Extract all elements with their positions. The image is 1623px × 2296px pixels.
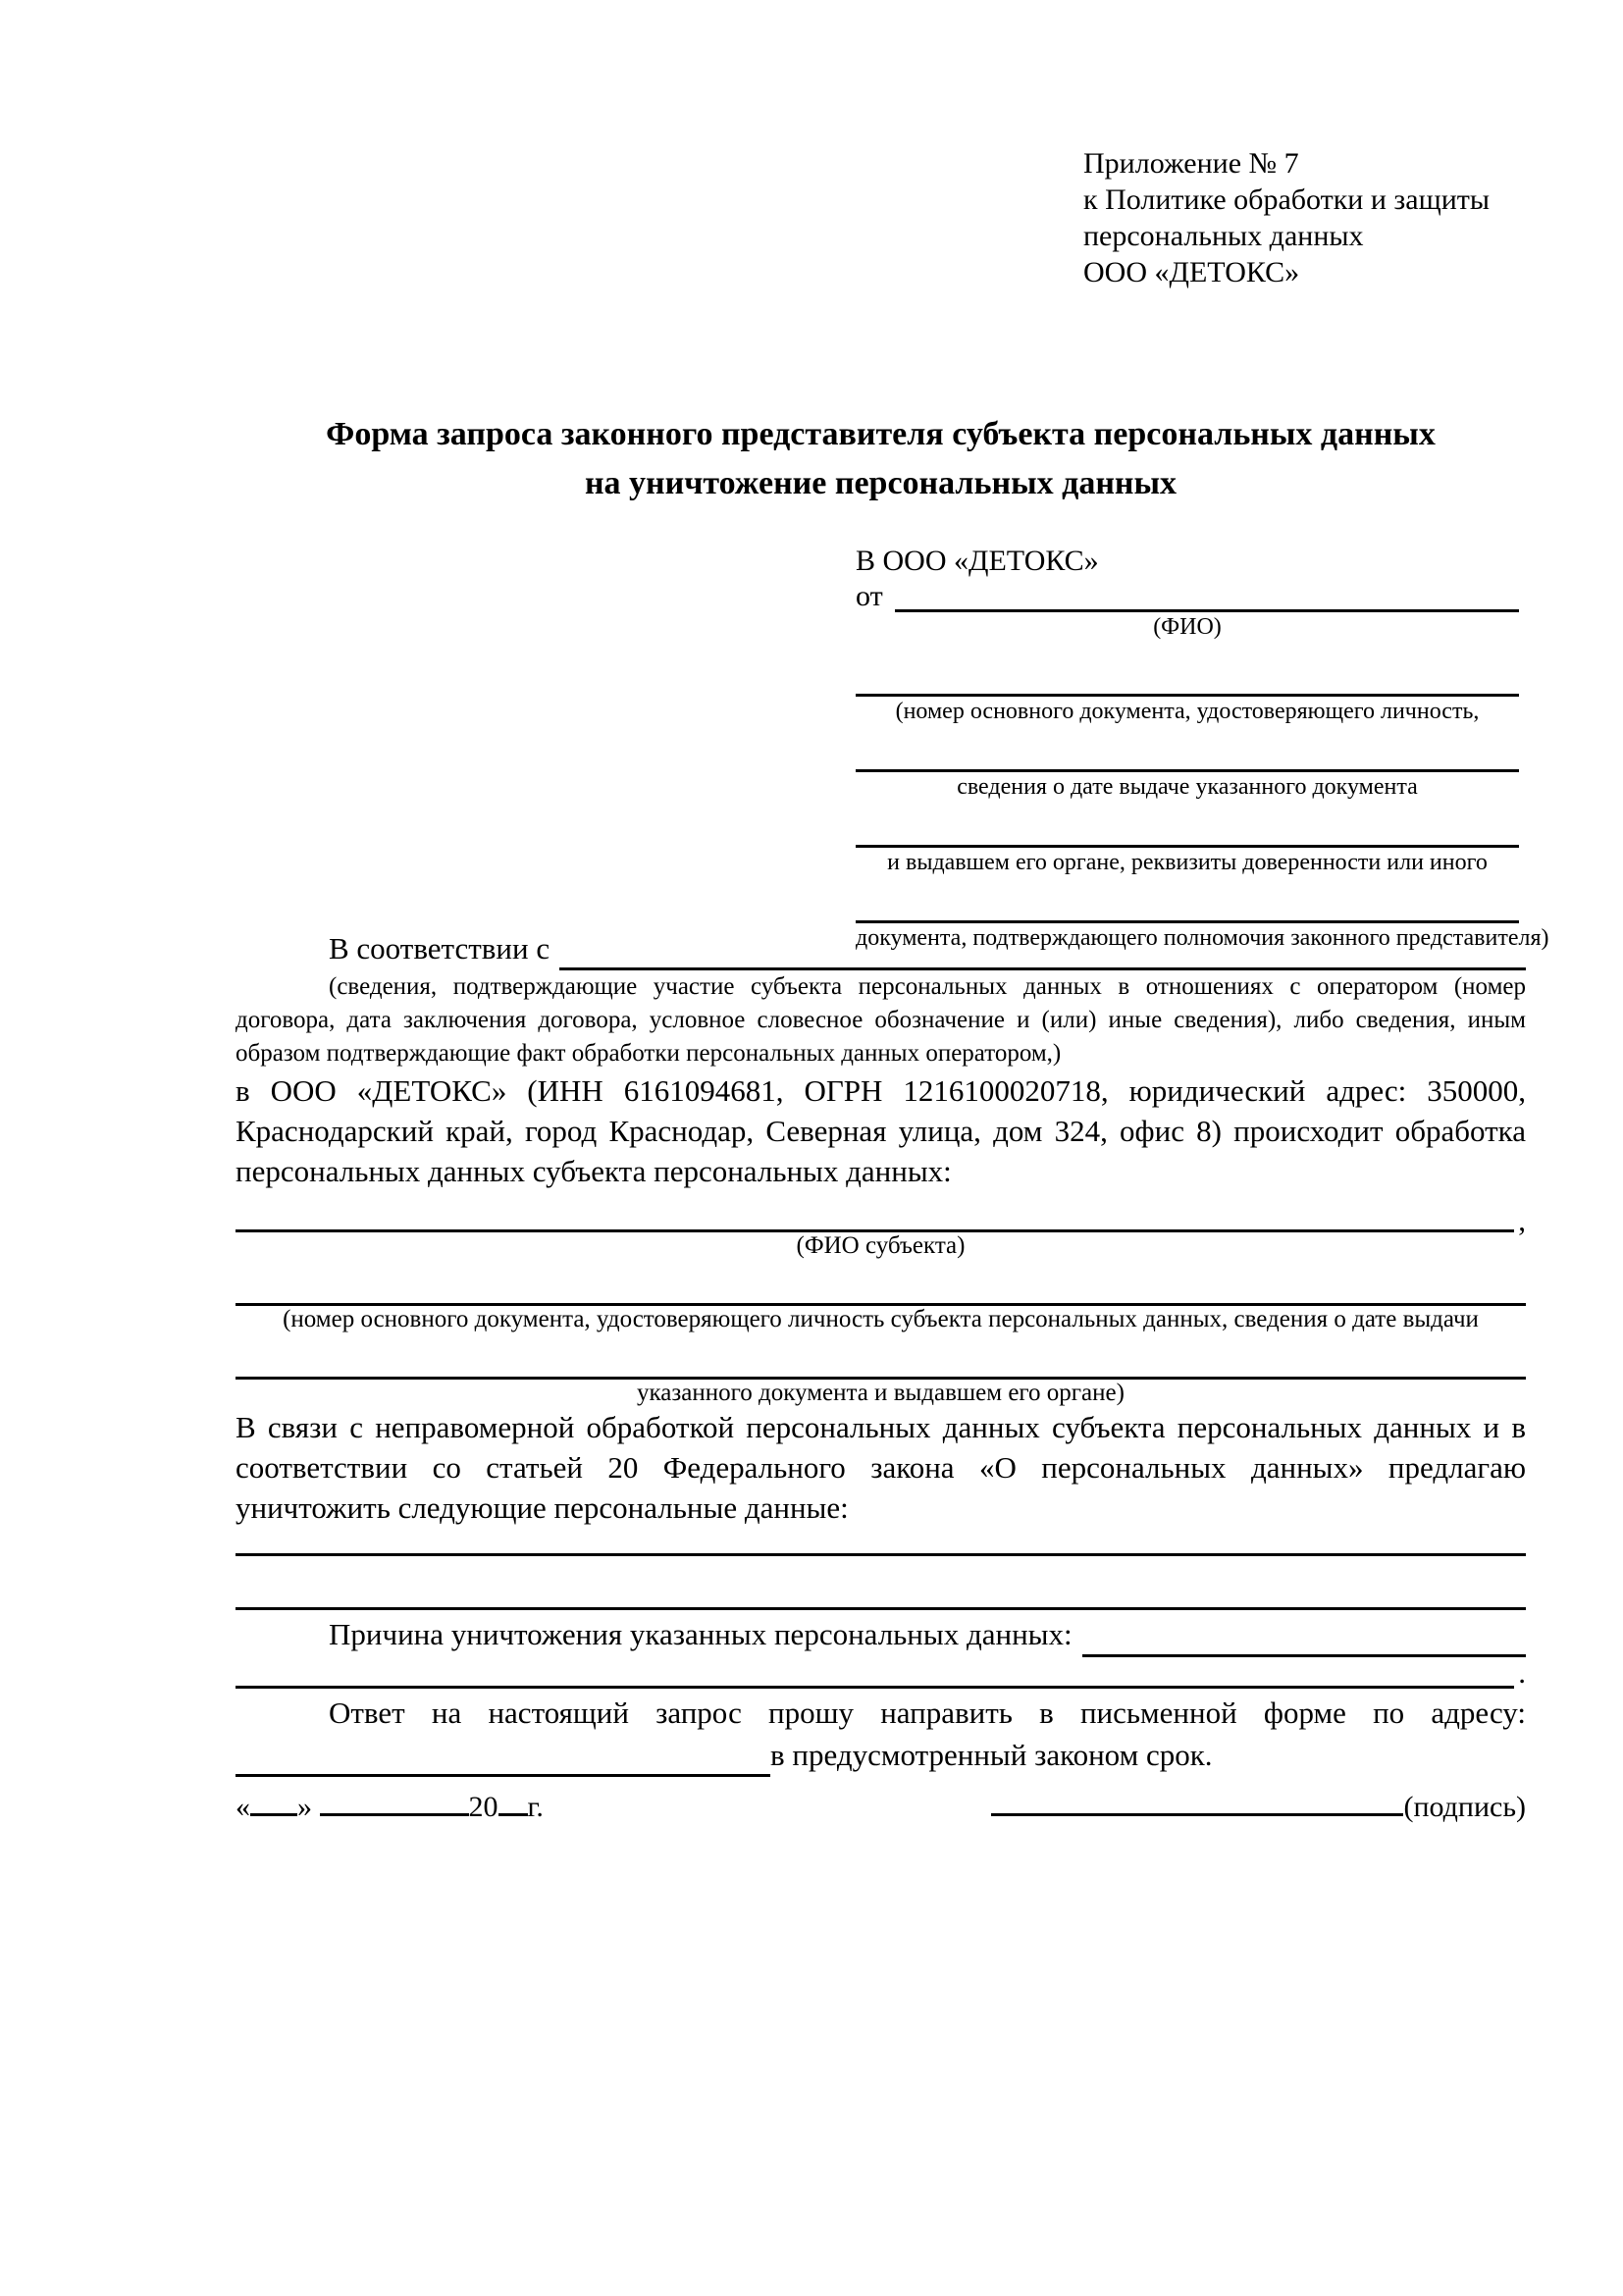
answer-tail: в предусмотренный законом срок. (770, 1738, 1213, 1772)
year-suffix: г. (527, 1791, 544, 1823)
appendix-line: к Политике обработки и защиты (1083, 183, 1491, 216)
addressee-org: В ООО «ДЕТОКС» (856, 545, 1099, 577)
date-group (236, 1788, 544, 1827)
reason-period: . (1518, 1655, 1526, 1690)
addressee-block (856, 542, 1549, 953)
reason-input-line-2[interactable] (236, 1686, 1514, 1689)
form-title-line-2: на уничтожение персональных данных (584, 465, 1178, 501)
request-paragraph: В связи с неправомерной обработкой персональных данных субъекта персональных данных и в соответствии со статьей 20 Федерального закона «О персональных данных» предлагаю уничтожить следующие персональные данные: (236, 1410, 1526, 1525)
accordance-note: (сведения, подтверждающие участие субъекта персональных данных в отношениях с оператором (номер договора, дата заключения договора, условное словесное обозначение и (или) иные сведения), либо сведения, иным образом подтверждающие факт обработки персональных данных оператором,) (236, 973, 1526, 1067)
subject-fio-row (236, 1203, 1526, 1237)
quote-open: « (236, 1791, 250, 1823)
reason-row (236, 1612, 1526, 1657)
fio-caption: (ФИО) (1153, 614, 1222, 640)
signature-line[interactable] (991, 1791, 1403, 1816)
address-input-line[interactable] (236, 1774, 770, 1777)
representative-doc-caption-1: (номер основного документа, удостоверяющего личность, (895, 699, 1480, 724)
subject-fio-comma: , (1518, 1203, 1526, 1237)
appendix-line: ООО «ДЕТОКС» (1083, 256, 1300, 288)
from-row (856, 581, 1519, 612)
operator-paragraph: в ООО «ДЕТОКС» (ИНН 6161094681, ОГРН 1216100020718, юридический адрес: 350000, Краснодарский край, город Краснодар, Северная улица, дом 324, офис 8) происходит обработка персональных данных субъекта персональных данных: (236, 1073, 1526, 1188)
subject-doc-caption-2: указанного документа и выдавшем его органе) (637, 1380, 1125, 1406)
appendix-line: персональных данных (1083, 220, 1364, 252)
subject-doc-caption-1: (номер основного документа, удостоверяющего личность субъекта персональных данных, сведения о дате выдачи (283, 1306, 1479, 1332)
representative-doc-caption-3: и выдавшем его органе, реквизиты доверенности или иного (887, 850, 1488, 875)
signature-caption: (подпись) (1403, 1791, 1526, 1823)
answer-paragraph: Ответ на настоящий запрос прошу направить в письменной форме по адресу: (329, 1696, 1526, 1730)
accordance-label: В соответствии с (329, 931, 550, 965)
footer-row (236, 1788, 1526, 1827)
appendix-block (1083, 145, 1490, 290)
date-month-line[interactable] (320, 1791, 469, 1816)
personal-data-line-2[interactable] (236, 1607, 1526, 1610)
form-title (236, 410, 1526, 508)
representative-doc-caption-4: документа, подтверждающего полномочия законного представителя) (856, 925, 1549, 951)
from-label: от (856, 580, 883, 612)
representative-doc-caption-2: сведения о дате выдаче указанного документа (957, 774, 1418, 800)
subject-fio-caption: (ФИО субъекта) (796, 1232, 966, 1259)
form-title-line-1: Форма запроса законного представителя субъекта персональных данных (326, 416, 1436, 452)
answer-address-row (236, 1734, 1526, 1777)
body-block (236, 927, 1526, 1777)
accordance-row (236, 927, 1526, 970)
appendix-line: Приложение № 7 (1083, 147, 1299, 180)
personal-data-line-1[interactable] (236, 1553, 1526, 1556)
quote-close: » (297, 1791, 312, 1823)
signature-group (991, 1788, 1526, 1827)
reason-continuation-row (236, 1657, 1526, 1689)
reason-label: Причина уничтожения указанных персональных данных: (329, 1617, 1073, 1651)
date-year-line[interactable] (498, 1791, 528, 1816)
year-prefix: 20 (468, 1791, 498, 1823)
reason-input-line-1[interactable] (1082, 1654, 1526, 1657)
date-day-line[interactable] (250, 1791, 297, 1816)
